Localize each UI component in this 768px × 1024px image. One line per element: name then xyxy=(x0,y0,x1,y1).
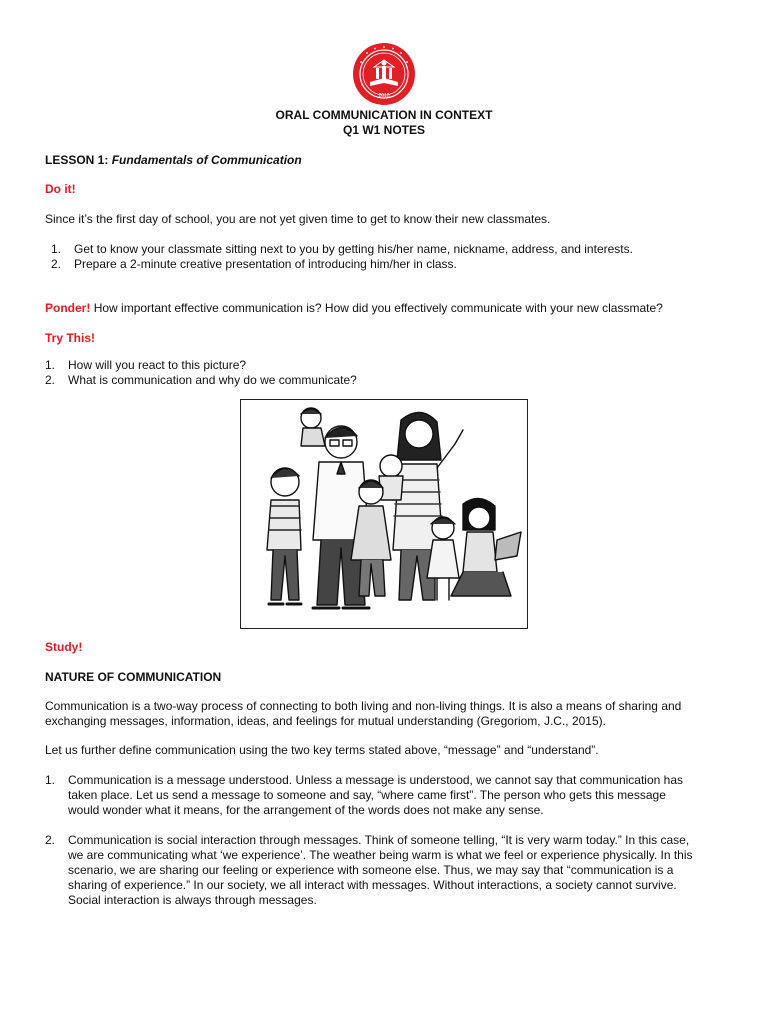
school-seal-icon xyxy=(352,42,416,106)
list-item-number: 2. xyxy=(45,373,56,387)
family-cartoon-illustration xyxy=(240,399,528,629)
study-heading: Study! xyxy=(45,640,83,654)
list-item-line: Social interaction is always through messages. xyxy=(68,893,317,907)
paragraph-line: exchanging messages, information, ideas, and feelings for mutual understanding (Gregoriom, J.C., 2015). xyxy=(45,714,606,728)
list-item-line: scenario, we are sharing our feeling or experience with someone else. Thus, we may say that “communication is a xyxy=(68,863,674,877)
do-it-intro: Since it’s the first day of school, you are not yet given time to get to know their new classmates. xyxy=(45,212,551,226)
ponder-heading: Ponder! xyxy=(45,301,91,315)
list-item-line: taken place. Let us send a message to someone and say, “where came first”. The person who gets this message xyxy=(68,788,666,802)
lesson-heading xyxy=(45,153,302,168)
page-title: ORAL COMMUNICATION IN CONTEXT xyxy=(275,108,493,122)
list-item-line: Communication is a message understood. Unless a message is understood, we cannot say that communication has xyxy=(68,773,683,787)
list-item-line: would wonder what it means, for the arrangement of the words does not make any sense. xyxy=(68,803,544,817)
ponder-text: How important effective communication is? How did you effectively communicate with your new classmate? xyxy=(93,301,663,315)
paragraph-line: Communication is a two-way process of connecting to both living and non-living things. It is also a means of sharing and xyxy=(45,699,682,713)
list-item xyxy=(68,773,748,818)
section-title: NATURE OF COMMUNICATION xyxy=(45,670,222,684)
list-item: How will you react to this picture? xyxy=(68,358,247,372)
list-item-line: we are communicating what ‘we experience’. The weather being warm is what we feel or experience physically. In this xyxy=(68,848,693,862)
list-item-number: 2. xyxy=(51,257,62,271)
list-item-number: 1. xyxy=(45,358,56,372)
list-item-number: 1. xyxy=(45,773,56,787)
list-item: Get to know your classmate sitting next to you by getting his/her name, nickname, address, and interests. xyxy=(74,242,633,256)
lesson-label: LESSON 1: xyxy=(45,153,109,167)
list-item-number: 2. xyxy=(45,833,56,847)
try-this-heading: Try This! xyxy=(45,331,96,345)
paragraph: Let us further define communication using the two key terms stated above, “message” and “understand”. xyxy=(45,743,599,757)
ponder-line xyxy=(45,301,745,316)
list-item-line: sharing of experience.” In our society, we all interact with messages. Without interactions, a society cannot survive. xyxy=(68,878,677,892)
svg-text:2016: 2016 xyxy=(378,93,390,99)
do-it-heading: Do it! xyxy=(45,182,76,196)
list-item-number: 1. xyxy=(51,242,62,256)
list-item xyxy=(68,833,748,908)
list-item: What is communication and why do we communicate? xyxy=(68,373,357,387)
list-item: Prepare a 2-minute creative presentation of introducing him/her in class. xyxy=(74,257,457,271)
list-item-line: Communication is social interaction through messages. Think of someone telling, “It is very warm today.” In this case, xyxy=(68,833,690,847)
family-cartoon-drawing xyxy=(241,400,527,628)
page-subtitle: Q1 W1 NOTES xyxy=(342,123,425,137)
paragraph xyxy=(45,699,735,729)
lesson-name: Fundamentals of Communication xyxy=(111,153,302,167)
